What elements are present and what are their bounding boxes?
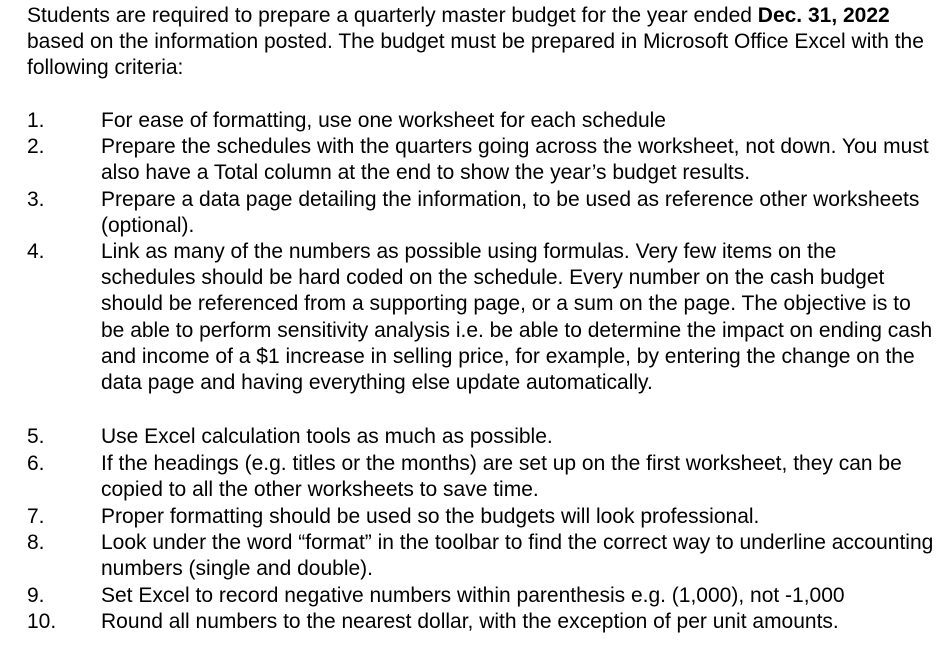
- list-item-text: Use Excel calculation tools as much as possible.: [101, 425, 553, 448]
- list-item-number: 5.: [27, 425, 45, 448]
- list-item-text: Link as many of the numbers as possible using formulas. Very few items on the schedules should be hard coded on the schedule. Every number on the cash budget should be referenced from a supporting page, or a sum on the page. The objective is to be able to perform sensitivity analysis i.e. be able to determine the impact on ending cash and income of a $1 increase in selling price, for example, by entering the change on the data page and having everything else update automatically.: [101, 240, 933, 395]
- list-item-number: 9.: [27, 584, 45, 607]
- list-item-number: 4.: [27, 240, 45, 263]
- list-item-number: 8.: [27, 531, 45, 554]
- list-item-number: 7.: [27, 505, 45, 528]
- list-item-text: Prepare a data page detailing the information, to be used as reference other worksheets (optional).: [101, 188, 920, 238]
- list-item-text: Proper formatting should be used so the budgets will look professional.: [101, 505, 760, 528]
- intro-bold-date: Dec. 31, 2022: [757, 4, 890, 27]
- list-item-number: 6.: [27, 452, 45, 475]
- list-item-number: 10.: [27, 610, 57, 633]
- list-item-text: Set Excel to record negative numbers within parenthesis e.g. (1,000), not -1,000: [101, 584, 845, 607]
- intro-text-part2: based on the information posted. The budget must be prepared in Microsoft Office Excel with the following criteria:: [27, 30, 924, 80]
- list-item-number: 1.: [27, 109, 45, 132]
- list-item-text: For ease of formatting, use one worksheet for each schedule: [101, 109, 666, 132]
- list-item-number: 2.: [27, 135, 45, 158]
- list-item-text: Round all numbers to the nearest dollar, with the exception of per unit amounts.: [101, 610, 839, 633]
- list-item-text: If the headings (e.g. titles or the months) are set up on the first worksheet, they can be copied to all the other worksheets to save time.: [101, 452, 902, 502]
- intro-paragraph: [27, 3, 932, 82]
- list-item-text: Look under the word “format” in the toolbar to find the correct way to underline accounting numbers (single and double).: [101, 531, 934, 581]
- intro-text-part1: Students are required to prepare a quarterly master budget for the year ended: [27, 4, 758, 27]
- list-item-text: Prepare the schedules with the quarters going across the worksheet, not down. You must also have a Total column at the end to show the year’s budget results.: [101, 135, 929, 185]
- list-item-number: 3.: [27, 188, 45, 211]
